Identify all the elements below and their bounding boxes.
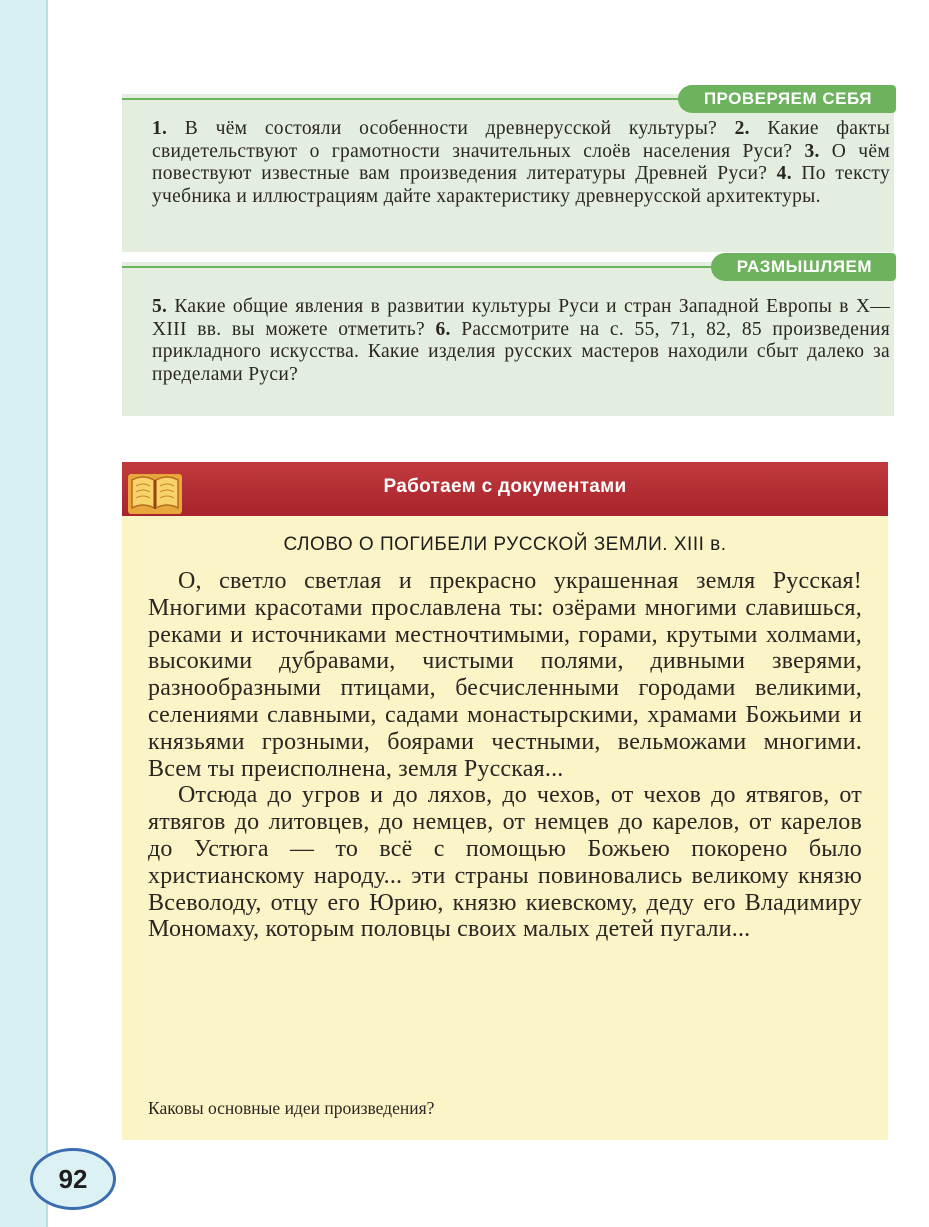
question-number: 3. — [804, 140, 820, 162]
document-title: СЛОВО О ПОГИБЕЛИ РУССКОЙ ЗЕМЛИ. XIII в. — [283, 534, 727, 555]
question-text: Какие общие явления в развитии культуры Руси и стран Западной Европы в X—XIII вв. вы можете отметить? — [152, 296, 890, 340]
question-number: 2. — [734, 118, 750, 139]
question-text: О чём повествуют известные вам произведения литературы Древней Руси? — [152, 140, 891, 184]
question-number: 6. — [435, 318, 451, 340]
check-yourself-tab: ПРОВЕРЯЕМ СЕБЯ — [678, 85, 896, 113]
check-yourself-section — [122, 89, 894, 252]
documents-header-title: Работаем с документами — [383, 476, 627, 497]
check-questions-text — [152, 118, 890, 208]
question-number: 4. — [776, 163, 792, 184]
question-text: Какие факты свидетельствуют о грамотности значительных слоёв населения Руси? — [152, 118, 890, 162]
page-margin-strip — [0, 0, 48, 1227]
reflect-tab: РАЗМЫШЛЯЕМ — [711, 253, 896, 281]
document-question: Каковы основные идеи произведения? — [148, 1098, 435, 1118]
question-number: 1. — [152, 118, 168, 139]
documents-header — [122, 462, 888, 516]
reflect-section — [122, 257, 894, 416]
question-text: В чём состояли особенности древнерусской культуры? — [167, 118, 735, 139]
page-number: 92 — [30, 1148, 116, 1210]
document-text — [148, 568, 862, 943]
question-text: Рассмотрите на с. 55, 71, 82, 85 произведения прикладного искусства. Какие изделия русских мастеров находили сбыт далеко за пределами Руси? — [152, 318, 890, 385]
documents-section — [122, 462, 888, 1140]
document-paragraph: О, светло светлая и прекрасно украшенная земля Русская! Многими красотами прославлена ты: озёрами многими славишься, реками и источниками местночтимыми, горами, крутыми холмами, высокими дубравами, чистыми полями, дивными зверями, разнообразными птицами, бесчисленными городами великими, селениями славными, садами монастырскими, храмами Божьими и князьями грозными, боярами честными, вельможами многими. Всем ты преисполнена, земля Русская... — [148, 568, 862, 782]
question-text: По тексту учебника и иллюстрациям дайте характеристику древнерусской архитектуры. — [152, 163, 890, 207]
document-paragraph: Отсюда до угров и до ляхов, до чехов, от чехов до ятвягов, от ятвягов до литовцев, до немцев, от немцев до карелов, от карелов до Устюга — то всё с помощью Божьею покорено было христианскому народу... эти страны повиновались великому князю Всеволоду, отцу его Юрию, князю киевскому, деду его Владимиру Мономаху, которым половцы своих малых детей пугали... — [148, 782, 862, 943]
reflect-questions-text — [152, 296, 890, 386]
question-number: 5. — [152, 296, 168, 317]
